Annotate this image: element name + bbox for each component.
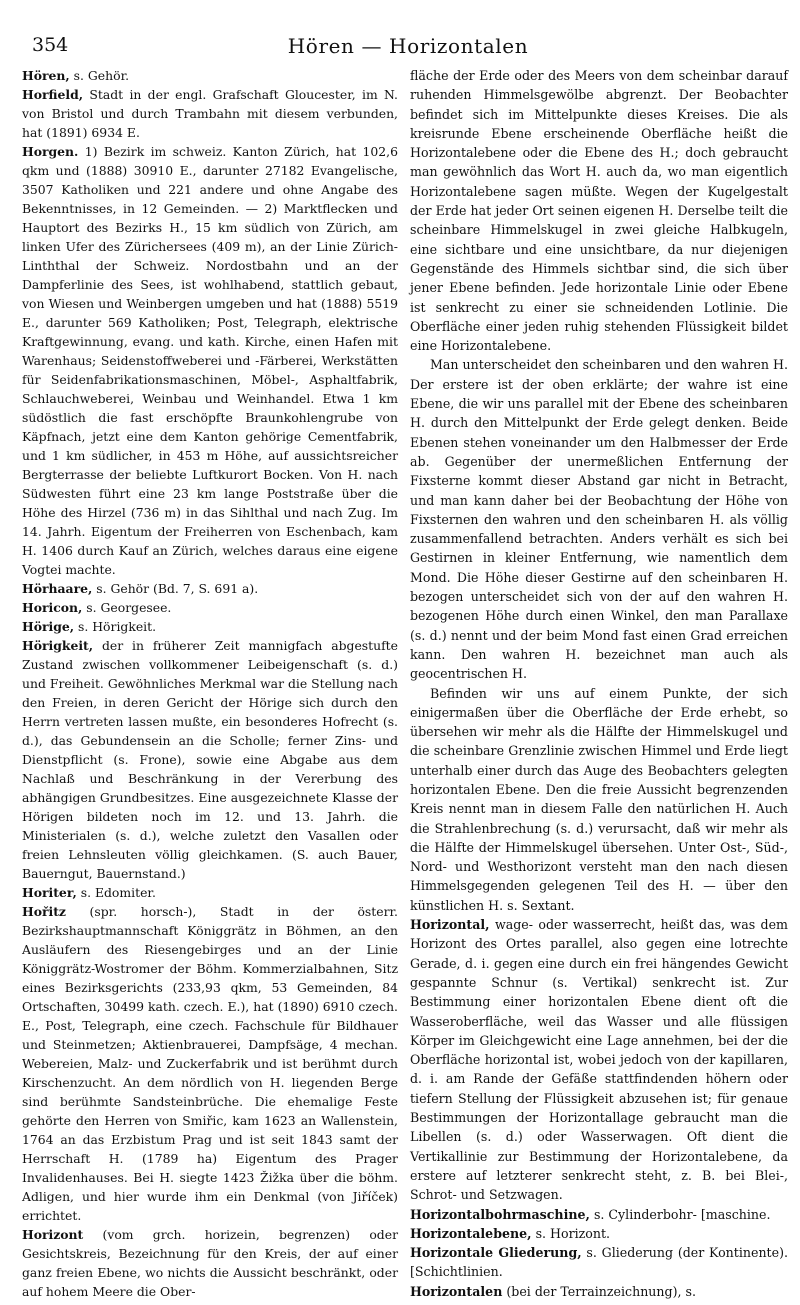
entry-hoerhaare	[22, 579, 398, 598]
headword: Hörigkeit,	[22, 638, 94, 653]
entry-horfield	[22, 85, 398, 142]
headword: Horizontalebene,	[410, 1225, 532, 1241]
entry-horizont	[22, 1225, 398, 1301]
page-title: Hören — Horizontalen	[287, 34, 529, 58]
page-number: 354	[32, 34, 69, 56]
headword: Horizontalbohrmaschine,	[410, 1206, 590, 1222]
entry-text: Befinden wir uns auf einem Punkte, der sich einigermaßen über die Oberfläche der Erde erhebt, so übersehen wir mehr als die Hälfte der Himmelskugel und die scheinbare Grenzlinie zwischen Himmel und Erde liegt unterhalb einer durch das Auge des Beobachters gelegten horizontalen Ebene. Den die freie Aussicht begrenzenden Kreis nennt man in diesem Falle den natürlichen H. Auch die Strahlenbrechung (s. d.) verursacht, daß wir mehr als die Hälfte der Himmelskugel übersehen. Unter Ost-, Süd-, Nord- und Westhorizont versteht man den nach diesen Himmelsgegenden gelegenen Teil des H. — über den künstlichen H. s. Sextant.	[410, 685, 788, 913]
entry-horizont-paragraph	[410, 355, 788, 683]
entry-horizontalbohrmaschine	[410, 1205, 788, 1224]
entry-text: s. Cylinderbohr- [maschine.	[589, 1206, 771, 1222]
headword: Horicon,	[22, 600, 83, 615]
headword: Hörhaare,	[22, 581, 93, 596]
page-header	[22, 0, 794, 62]
headword: Hören,	[22, 68, 70, 83]
entry-hoerigkeit	[22, 636, 398, 883]
entry-hoerige	[22, 617, 398, 636]
entry-text: s. Gehör (Bd. 7, S. 691 a).	[92, 581, 259, 596]
entry-text: s. Gliederung (der Kontinente). [Schichtlinien.	[410, 1245, 788, 1280]
entry-text: (bei der Terrainzeichnung), s.	[502, 1283, 696, 1299]
right-column	[410, 66, 788, 1301]
entry-text: Stadt in der engl. Grafschaft Gloucester, im N. von Bristol und durch Trambahn mit diesem verbunden, hat (1891) 6934 E.	[22, 87, 398, 140]
entry-text: wage- oder wasserrecht, heißt das, was dem Horizont des Ortes parallel, also gegen eine lotrechte Gerade, d. i. gegen eine durch ein frei hängendes Gewicht gespannte Schnur (s. Vertikal) senkrecht ist. Zur Bestimmung einer horizontalen Ebene dient oft die Wasseroberfläche, weil das Wasser und alle flüssigen Körper im Gleichgewicht eine Lage annehmen, bei der die Oberfläche horizontal ist, wobei jedoch von der kapillaren, d. i. am Rande der Gefäße stattfindenden höhern oder tiefern Stellung der Flüssigkeit abzusehen ist; für genaue Bestimmungen der Horizontallage gebraucht man die Libellen (s. d.) oder Wasserwagen. Oft dient die Vertikallinie zur Bestimmung der Horizontalebene, da erstere auf letzterer senkrecht steht, z. B. bei Blei-, Schrot- und Setzwagen.	[410, 917, 788, 1203]
headword: Horizontal,	[410, 917, 490, 933]
entry-text: (spr. horsch-), Stadt in der österr. Bezirkshauptmannschaft Königgrätz in Böhmen, an den Ausläufern des Riesengebirges und an der Linie Königgrätz-Wostromer der Böhm. Kommerzialbahnen, Sitz eines Bezirksgerichts (233,93 qkm, 53 Gemeinden, 84 Ortschaften, 30499 kath. czech. E.), hat (1890) 6910 czech. E., Post, Telegraph, eine czech. Fachschule für Bildhauer und Steinmetzen; Aktienbrauerei, Dampfsäge, 4 mechan. Webereien, Malz- und Zuckerfabrik und ist berühmt durch Kirschenzucht. An dem nördlich von H. liegenden Berge sind berühmte Sandsteinbrüche. Die ehemalige Feste gehörte den Herren von Smiřic, kam 1623 an Wallenstein, 1764 an das Erzbistum Prag und ist seit 1843 samt der Herrschaft H. (1789 ha) Eigentum des Prager Invalidenhauses. Bei H. siegte 1423 Žižka über die böhm. Adligen, und hier wurde ihm ein Denkmal (von Jiříček) errichtet.	[22, 904, 398, 1223]
headword: Horizont	[22, 1227, 84, 1242]
headword: Horiter,	[22, 885, 77, 900]
entry-text: Man unterscheidet den scheinbaren und den wahren H. Der erstere ist der oben erklärte; der wahre ist eine Ebene, die wir uns parallel mit der Ebene des scheinbaren H. durch den Mittelpunkt der Erde gelegt denken. Beide Ebenen stehen voneinander um den Halbmesser der Erde ab. Gegenüber der unermeßlichen Entfernung der Fixsterne kommt dieser Abstand gar nicht in Betracht, und man kann daher bei der Beobachtung der Höhe von Fixsternen den wahren und den scheinbaren H. als völlig zusammenfallend betrachten. Anders verhält es sich bei Gestirnen in kleiner Entfernung, wie namentlich dem Mond. Die Höhe dieser Gestirne auf den scheinbaren H. bezogen unterscheidet sich von der auf den wahren H. bezogenen Höhe durch einen Winkel, den man Parallaxe (s. d.) nennt und der beim Mond fast einen Grad erreichen kann. Den wahren H. bezeichnet man auch als geocentrischen H.	[410, 357, 788, 682]
entry-horizontalebene	[410, 1224, 788, 1243]
headword: Horizontale Gliederung,	[410, 1245, 582, 1261]
headword: Hořitz	[22, 904, 66, 919]
entry-horizontale-gliederung	[410, 1243, 788, 1282]
entry-horizontal	[410, 915, 788, 1204]
entry-horiter	[22, 883, 398, 902]
entry-horizontalen	[410, 1282, 788, 1301]
left-column	[22, 66, 398, 1301]
entry-text: s. Edomiter.	[76, 885, 156, 900]
headword: Horfield,	[22, 87, 84, 102]
headword: Hörige,	[22, 619, 75, 634]
headword: Horgen.	[22, 144, 79, 159]
entry-text: 1) Bezirk im schweiz. Kanton Zürich, hat 102,6 qkm und (1888) 30910 E., darunter 27182 Evangelische, 3507 Katholiken und 221 andere und ohne Angabe des Bekenntnisses, in 12 Gemeinden. — 2) Marktflecken und Hauptort des Bezirks H., 15 km südlich von Zürich, am linken Ufer des Zürichersees (409 m), an der Linie Zürich-Linththal der Schweiz. Nordostbahn und an der Dampferlinie des Sees, ist wohlhabend, stattlich gebaut, von Wiesen und Weinbergen umgeben und hat (1888) 5519 E., darunter 569 Katholiken; Post, Telegraph, elektrische Kraftgewinnung, evang. und kath. Kirche, einen Hafen mit Warenhaus; Seidenstoffweberei und -Färberei, Werkstätten für Seidenfabrikationsmaschinen, Möbel-, Asphaltfabrik, Schlauchweberei, Weinbau und Weinhandel. Etwa 1 km südöstlich die fast erschöpfte Braunkohlengrube von Käpfnach, jetzt eine dem Kanton gehörige Cementfabrik, und 1 km südlicher, in 453 m Höhe, auf aussichtsreicher Bergterrasse der beliebte Luftkurort Bocken. Von H. nach Südwesten führt eine 23 km lange Poststraße über die Höhe des Hirzel (736 m) in das Sihlthal und nach Zug. Im 14. Jahrh. Eigentum der Freiherren von Eschenbach, kam H. 1406 durch Kauf an Zürich, welches daraus eine eigene Vogtei machte.	[22, 144, 398, 577]
entry-text: s. Georgesee.	[82, 600, 172, 615]
entry-horitz	[22, 902, 398, 1225]
entry-text: s. Horizont.	[531, 1225, 611, 1241]
entry-text: s. Gehör.	[69, 68, 130, 83]
entry-text: s. Hörigkeit.	[74, 619, 157, 634]
entry-horicon	[22, 598, 398, 617]
entry-text: der in früherer Zeit mannigfach abgestufte Zustand zwischen vollkommener Leibeigenschaft (s. d.) und Freiheit. Gewöhnliches Merkmal war die Stellung nach den Freien, in deren Gericht der Hörige sich durch den Herrn vertreten lassen mußte, ein besonderes Hofrecht (s. d.), das Gebundensein an die Scholle; ferner Zins- und Dienstpflicht (s. Frone), sowie eine Abgabe aus dem Nachlaß und Beschränkung in der Vererbung des abhängigen Grundbesitzes. Eine ausgezeichnete Klasse der Hörigen bildeten noch im 12. und 13. Jahrh. die Ministerialen (s. d.), welche zuletzt den Vasallen oder freien Lehnsleuten völlig gleichkamen. (S. auch Bauer, Bauerngut, Bauernstand.)	[22, 638, 398, 881]
entry-horizont-paragraph	[410, 684, 788, 916]
entry-horgen	[22, 142, 398, 579]
headword: Horizontalen	[410, 1283, 503, 1299]
entry-text: (vom grch. horizein, begrenzen) oder Gesichtskreis, Bezeichnung für den Kreis, der auf einer ganz freien Ebene, wo nichts die Aussicht beschränkt, oder auf hohem Meere die Ober-	[22, 1227, 398, 1299]
entry-horizont-continued	[410, 66, 788, 355]
entry-hoeren	[22, 66, 398, 85]
entry-text: fläche der Erde oder des Meers von dem scheinbar darauf ruhenden Himmelsgewölbe abgrenzt. Der Beobachter befindet sich im Mittelpunkte dieses Kreises. Die als kreisrunde Ebene erscheinende Oberfläche heißt die Horizontalebene oder die Ebene des H.; doch gebraucht man gewöhnlich das Wort H. auch da, wo man eigentlich Horizontalebene sagen müßte. Wegen der Kugelgestalt der Erde hat jeder Ort seinen eigenen H. Derselbe teilt die scheinbare Himmelskugel in zwei gleiche Halbkugeln, eine sichtbare und eine unsichtbare, da nur diejenigen Gegenstände des Himmels sichtbar sind, die sich über jener Ebene befinden. Jede horizontale Linie oder Ebene ist senkrecht zu einer sie schneidenden Lotlinie. Die Oberfläche einer jeden ruhig stehenden Flüssigkeit bildet eine Horizontalebene.	[410, 68, 788, 354]
